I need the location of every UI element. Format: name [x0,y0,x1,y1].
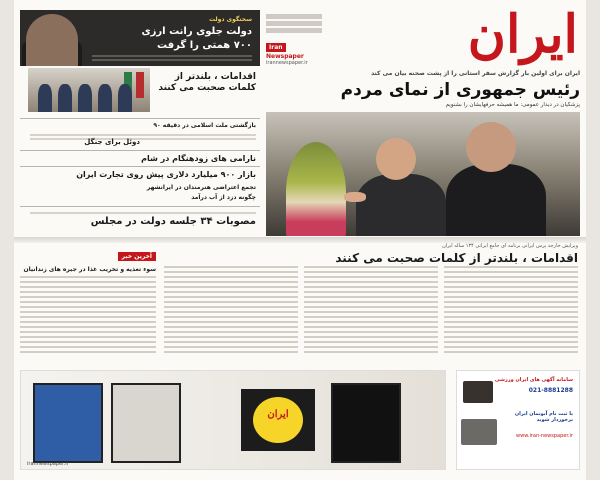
body-text-column [304,263,438,359]
latest-news-tag: آخرین خبر [118,252,156,261]
lead-kicker: ایران برای اولین بار گزارش سفر استانی را از پشت صحنه بیان می کند [371,70,580,77]
masthead [14,4,586,66]
body-text-column [444,263,578,359]
side-news-column [20,68,260,236]
brand-sub: Newspaper [266,53,304,60]
second-story-title[interactable]: اقدامات ، بلندتر از کلمات صحبت می کنند [335,251,578,265]
classified-phone: 021-8881288 [528,387,573,394]
laptop-icon [461,419,497,445]
side-news-item[interactable]: مصوبات ۳۴ جلسه دولت در مجلس [90,216,256,227]
tablet-image [331,383,401,463]
body-text-column [164,263,298,359]
top-promo-text-lines [92,55,252,62]
top-promo-line2: ۷۰۰ همتی را گرفت [157,40,252,51]
lead-dek: پزشکیان در دیدار عمومی: ما همیشه حرفهایشان را بشنویم [445,102,580,108]
brand-block[interactable] [266,34,336,70]
promo-footer[interactable]: irannewspaper.ir [27,461,69,467]
latest-news-headline[interactable]: سوء تغذیه و تخریب غذا در جیره های زندانیان [23,266,156,273]
second-story-kicker: ویرایش خارجه پرس ایرانی برنامه ای جامع ایرانی ۱۳۴ ساله ایران [442,243,578,249]
latest-news-box [20,243,156,363]
top-promo-kicker: سخنگوی دولت [209,16,252,23]
newspaper-logo[interactable]: ایران [467,4,578,65]
laptop-icon [463,381,493,403]
lead-photo[interactable] [266,112,580,236]
lead-headline[interactable]: رئیس جمهوری از نمای مردم [340,80,580,100]
promo-logo-text: ایران [267,409,289,420]
side-news-top-title[interactable]: اقدامات ، بلندتر از کلمات صحبت می کنند [158,72,256,93]
spokesperson-face [26,14,78,66]
promo-ad[interactable] [20,370,446,470]
tablet-image [111,383,181,463]
subscription-title: با ثبت نام آبونمان ایران برخوردار شوید [514,411,573,423]
side-news-item[interactable]: نارامی های زودهنگام در شام [141,154,256,163]
tablet-image [33,383,103,463]
subscription-url[interactable]: www.iran-newspaper.ir [516,433,573,439]
classified-ad[interactable] [456,370,580,470]
classified-title: سامانه آگهی های ایران ورزشی [494,377,573,383]
promo-logo [241,389,315,451]
side-news-item[interactable]: دوئل برای جنگل [84,138,140,146]
side-news-thumbnail[interactable] [28,68,150,112]
side-news-item[interactable]: چگونه دزد از آب درآمد [191,194,256,201]
top-promo[interactable] [20,10,260,66]
side-news-item[interactable]: بازگشتی ملت اسلامی در دقیقه ۹۰ [153,122,256,129]
ad-band [14,366,586,474]
top-promo-line1: دولت جلوی رانت ارزی [141,26,252,37]
side-news-item[interactable]: تجمع اعتراضی هنرمندان در ایرانشهر [146,184,256,191]
brand-en: Iran [266,43,286,52]
newspaper-front-page [14,0,586,480]
side-news-item[interactable]: بازار ۹۰۰ میلیارد دلاری پیش روی تجارت ایران [76,170,256,179]
brand-url: irannewspaper.ir [266,60,308,66]
